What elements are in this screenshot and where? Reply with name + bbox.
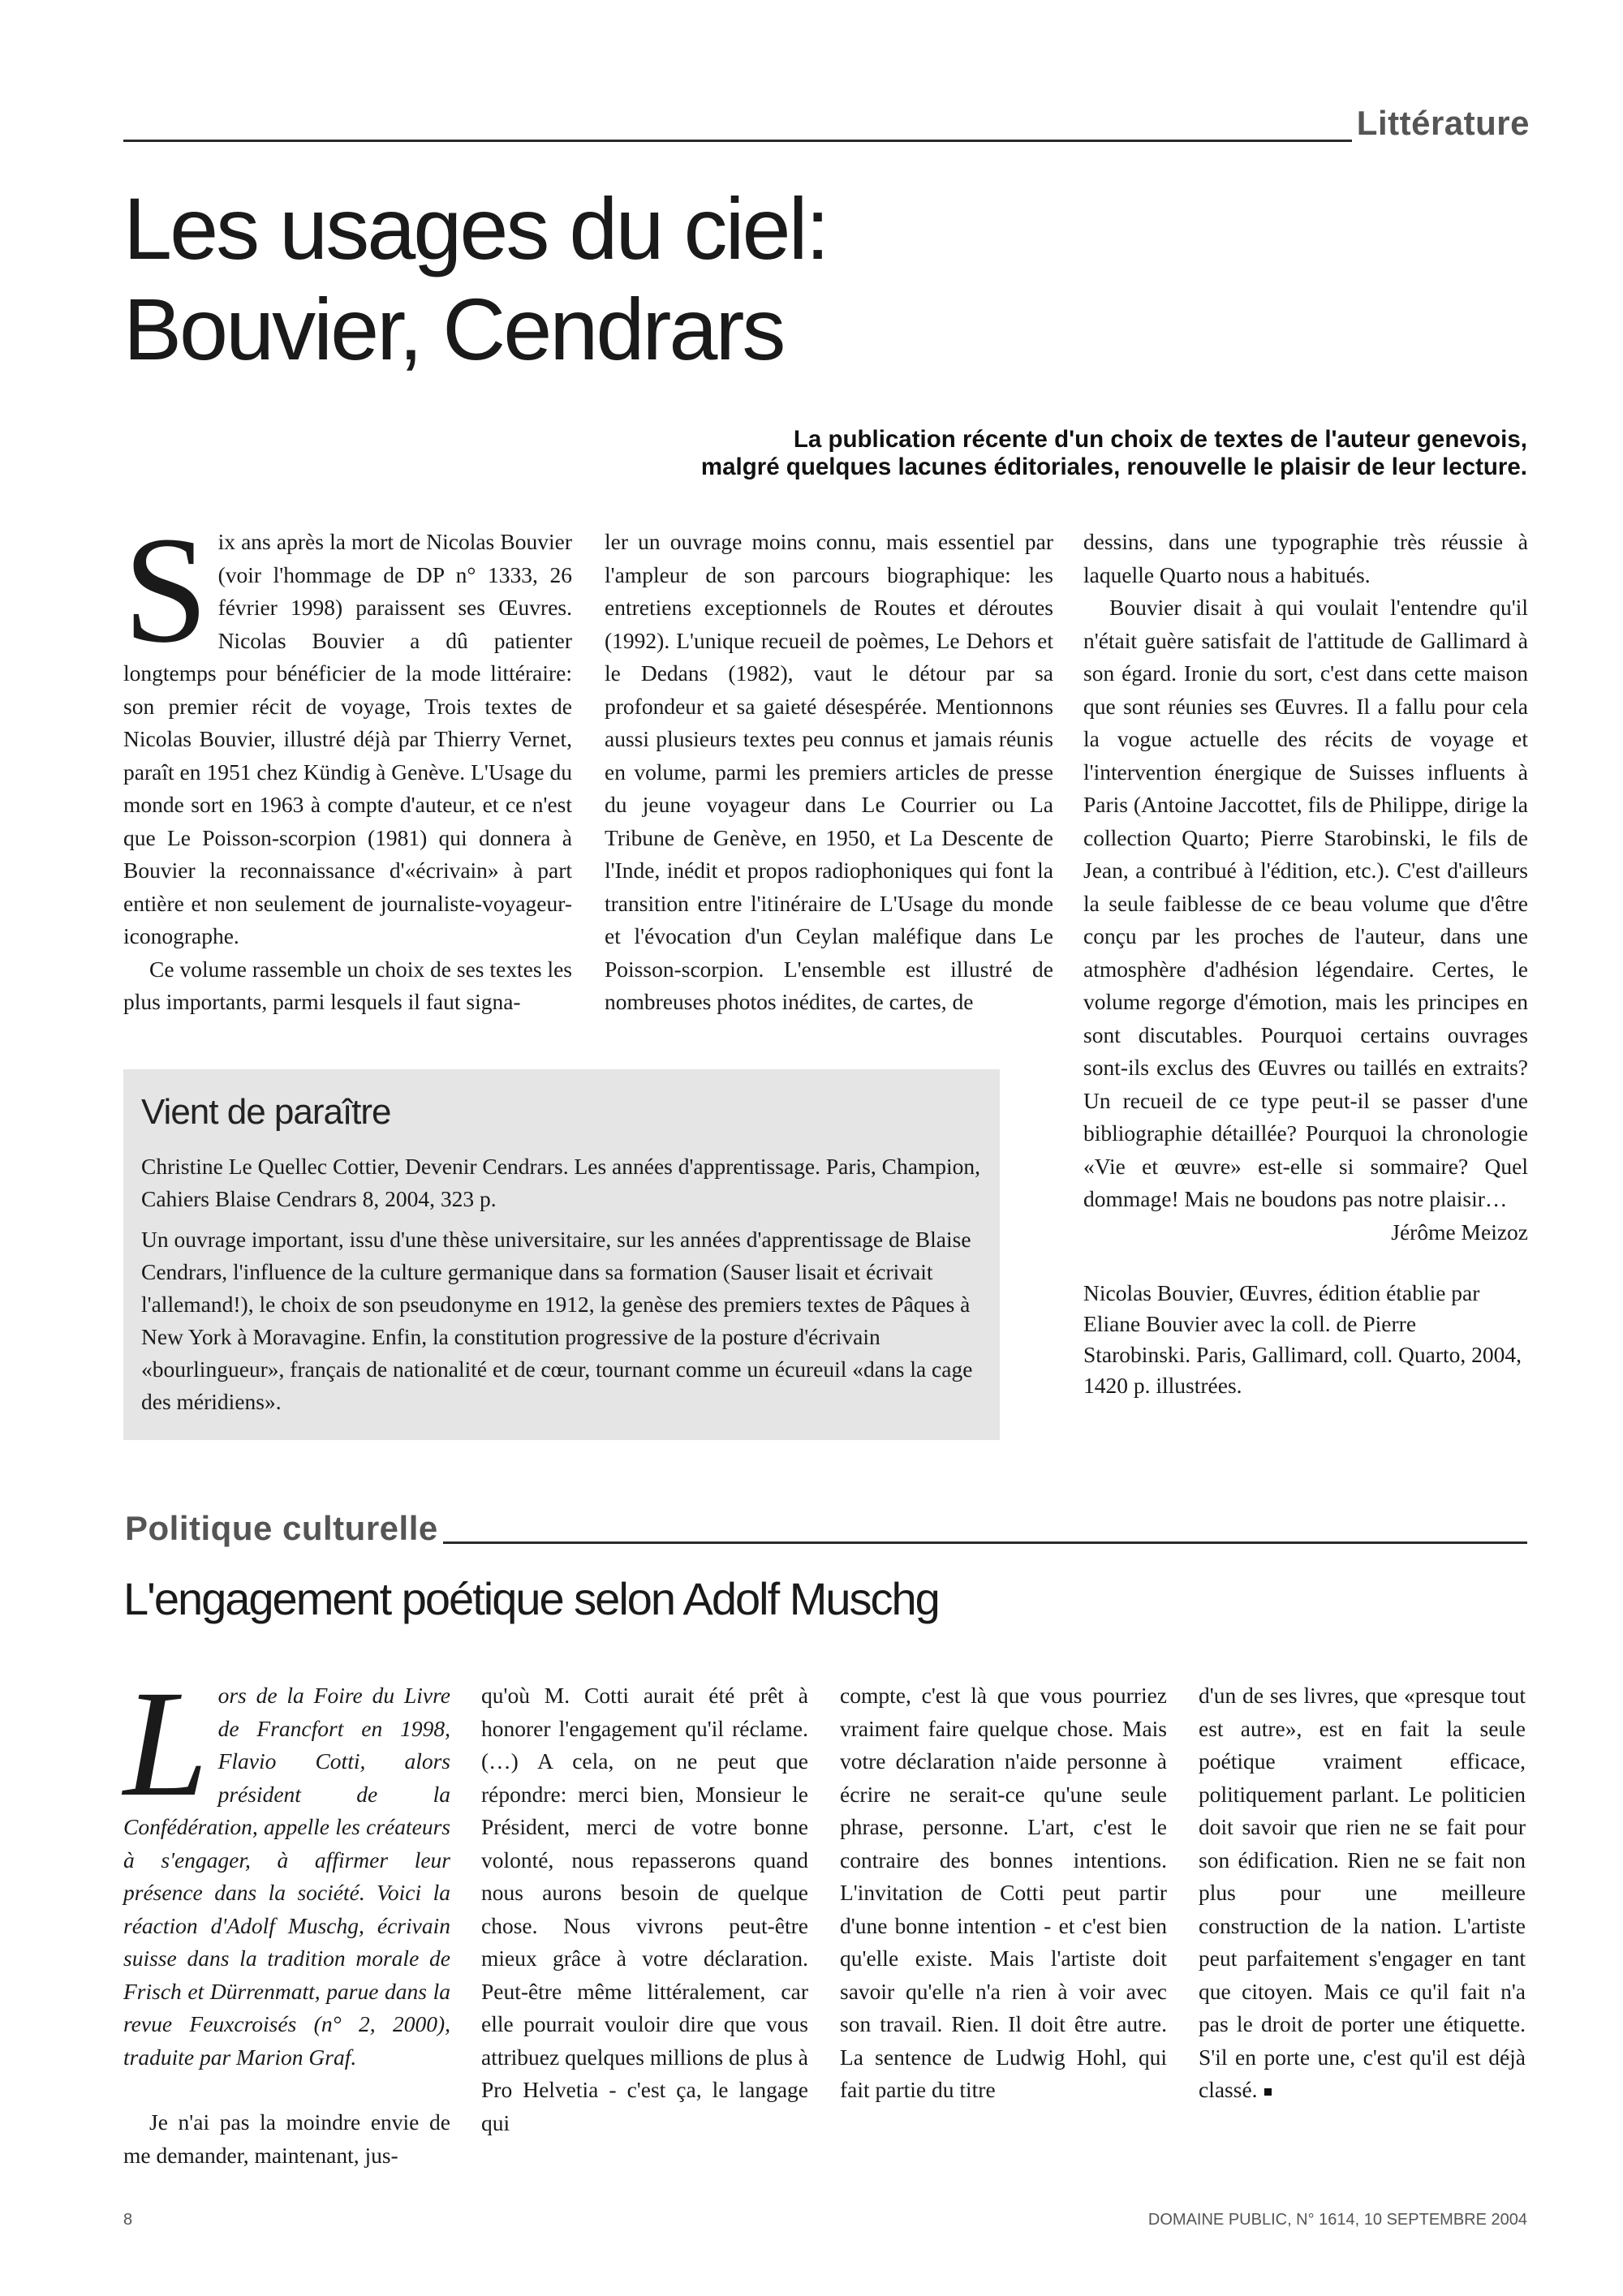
article-lede [391,426,1527,481]
article2-title: L'engagement poétique selon Adolf Muschg [123,1573,939,1624]
lede-line-2: malgré quelques lacunes éditoriales, renouvelle le plaisir de leur lecture. [700,454,1527,480]
article2-column-4 [1199,1679,1526,2107]
article1-paragraph: Bouvier disait à qui voulait l'entendre qu'il n'était guère satisfait de l'attitude de Gallimard à son égard. Ironie du sort, c'est dans cette maison que sont réunies ses Œuvres. Il a fallu pour cela la vogue actuelle des récits de voyage et l'intervention énergique de Suisses influents à Paris (Antoine Jaccottet, fils de Philippe, dirige la collection Quarto; Pierre Starobinski, le fils de Jean, a contribué à l'édition, etc.). C'est d'ailleurs la seule faiblesse de ce beau volume que d'être conçu par les proches de l'auteur, dans une atmosphère d'adhésion légendaire. Certes, le volume regorge d'émotion, mais les principes en sont discutables. Pourquoi certains ouvrages sont-ils exclus des Œuvres ou taillés en extraits? Un recueil de ce type peut-il se passer d'une bibliographie détaillée? Pourquoi la chronologie «Vie et œuvre» est-elle si sommaire? Quel dommage! Mais ne boudons pas notre plaisir… [1083,595,1528,1211]
box-title: Vient de paraître [141,1092,391,1132]
article1-column-3 [1083,526,1528,1401]
article1-paragraph: Ce volume rassemble un choix de ses textes les plus importants, parmi lesquels il faut signa- [123,956,572,1014]
article2-column-3 [840,1679,1167,2107]
article2-column-2 [481,1679,808,2139]
page-number: 8 [123,2211,133,2229]
paragraph-text: d'un de ses livres, que «presque tout est autre», est en fait la seule poétique vraiment efficace, politiquement parlant. Le politicien doit savoir que rien ne se fait pour son édification. Rien ne se fait non plus pour une meilleure construction de la nation. L'artiste peut parfaitement s'engager en tant que citoyen. Mais ce qu'il fait n'a pas le droit de porter une étiquette. S'il en porte une, c'est qu'il est déjà classé. [1199,1683,1526,2102]
title-line-2: Bouvier, Cendrars [123,280,784,378]
article1-paragraph [123,505,572,953]
new-release-box [123,1069,1000,1440]
lede-line-1: La publication récente d'un choix de textes de l'auteur genevois, [793,426,1527,453]
drop-cap: S [123,505,209,674]
author-signature: Jérôme Meizoz [1391,1219,1528,1245]
article2-column-1 [123,1658,450,2172]
article2-intro [123,1658,450,2074]
end-mark [1264,2088,1272,2096]
article1-paragraph: ler un ouvrage moins connu, mais essentiel par l'ampleur de son parcours biographique: les entretiens exceptionnels de Routes et déroutes (1992). L'unique recueil de poèmes, Le Dehors et le Dedans (1982), vaut le détour par sa profondeur et sa gaieté désespérée. Mentionnons aussi plusieurs textes peu connus et jamais réunis en volume, parmi les premiers articles de presse du jeune voyageur dans Le Courrier ou La Tribune de Genève, en 1950, et La Descente de l'Inde, inédit et propos radiophoniques qui font la transition entre l'itinéraire de L'Usage du monde et l'évocation d'un Ceylan maléfique dans Le Poisson-scorpion. L'ensemble est illustré de nombreuses photos inédites, de cartes, de [605,529,1053,1014]
drop-cap: L [123,1658,209,1828]
article-title [123,178,1259,380]
title-line-1: Les usages du ciel: [123,179,828,277]
intro-text: ors de la Foire du Livre de Francfort en 1998, Flavio Cotti, alors président de la Confédération, appelle les créateurs à s'engager, à affirmer leur présence dans la société. Voici la réaction d'Adolf Muschg, écrivain suisse dans la tradition morale de Frisch et Dürrenmatt, parue dans la revue Feuxcroisés (n° 2, 2000), traduite par Marion Graf. [123,1683,450,2070]
article1-paragraph: dessins, dans une typographie très réussie à laquelle Quarto nous a habitués. [1083,529,1528,587]
bibliography-note: Nicolas Bouvier, Œuvres, édition établie par Eliane Bouvier avec la coll. de Pierre Starobinski. Paris, Gallimard, coll. Quarto, 2004, 1420 p. illustrées. [1083,1280,1522,1398]
section-rule-top [123,140,1526,142]
section-label-litterature: Littérature [1352,104,1530,143]
box-text: Un ouvrage important, issu d'une thèse universitaire, sur les années d'apprentissage de Blaise Cendrars, l'influence de la culture germanique dans sa formation (Sauser lisait et écrivait l'allemand!), le choix de son pseudonyme en 1912, la genèse des premiers textes de Pâques à New York à Moravagine. Enfin, la constitution progressive de la posture d'écrivain «bourlingueur», français de nationalité et de cœur, tournant comme un écureuil «dans la cage des méridiens». [141,1227,973,1414]
article2-paragraph: Je n'ai pas la moindre envie de me demander, maintenant, jus- [123,2109,450,2168]
article1-column-2 [605,526,1053,1019]
paragraph-text: ix ans après la mort de Nicolas Bouvier (voir l'hommage de DP n° 1333, 26 février 1998) paraissent ses Œuvres. Nicolas Bouvier a dû patienter longtemps pour bénéficier de la mode littéraire: son premier récit de voyage, Trois textes de Nicolas Bouvier, illustré déjà par Thierry Vernet, paraît en 1951 chez Kündig à Genève. L'Usage du monde sort en 1963 à compte d'auteur, et ce n'est que Le Poisson-scorpion (1981) qui donnera à Bouvier la reconnaissance d'«écrivain» à part entière et non seulement de journaliste-voyageur-iconographe. [123,529,572,948]
publication-info: DOMAINE PUBLIC, N° 1614, 10 SEPTEMBRE 2004 [1147,2211,1527,2229]
article2-paragraph: qu'où M. Cotti aurait été prêt à honorer l'engagement qu'il réclame. (…) A cela, on ne peut que répondre: merci bien, Monsieur le Président, merci de votre bonne volonté, nous repasserons quand nous aurons besoin de quelque chose. Nous vivrons peut-être mieux grâce à votre déclaration. Peut-être même littéralement, car elle pourrait vouloir dire que vous attribuez quelques millions de plus à Pro Helvetia - c'est ça, le langage qui [481,1683,808,2135]
article2-paragraph [1199,1679,1526,2107]
article2-paragraph: compte, c'est là que vous pourriez vraiment faire quelque chose. Mais votre déclaration n'aide personne à écrire ne serait-ce qu'une seule phrase, personne. L'art, c'est le contraire des bonnes intentions. L'invitation de Cotti peut partir d'une bonne intention - et c'est bien qu'elle existe. Mais l'artiste doit savoir qu'elle n'a rien à voir avec son travail. Rien. Il doit être autre. La sentence de Ludwig Hohl, qui fait partie du titre [840,1683,1167,2102]
article1-column-1 [123,505,572,1019]
section-label-politique: Politique culturelle [120,1509,443,1548]
box-reference: Christine Le Quellec Cottier, Devenir Cendrars. Les années d'apprentissage. Paris, Champion, Cahiers Blaise Cendrars 8, 2004, 323 p. [141,1154,981,1211]
